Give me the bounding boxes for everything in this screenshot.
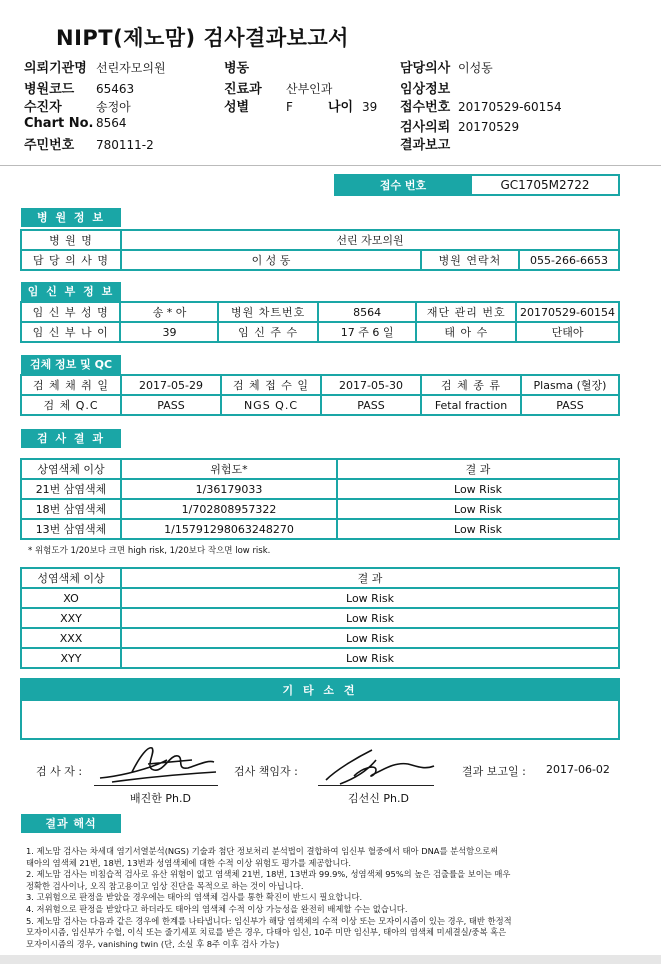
autosome-result: Low Risk xyxy=(337,519,619,539)
hospital-code-value: 65463 xyxy=(96,82,135,96)
id-value: 780111-2 xyxy=(96,138,154,152)
chart-label: Chart No. xyxy=(24,116,94,131)
manager-name: 김선신 Ph.D xyxy=(348,792,409,805)
sex-chrom-name: XXX xyxy=(21,628,121,648)
chart-row xyxy=(24,116,127,131)
tester-sign-line xyxy=(94,785,218,786)
sex-chrom-name: XO xyxy=(21,588,121,608)
hospital-contact-label: 병원 연락처 xyxy=(421,250,519,270)
receive-date-label: 검 체 접 수 일 xyxy=(221,375,321,395)
table-row xyxy=(21,648,619,668)
sex-value: F xyxy=(286,100,293,114)
sex-label: 성별 xyxy=(224,100,250,115)
table-row xyxy=(21,628,619,648)
table-row xyxy=(21,499,619,519)
doctor-label: 담당의사 xyxy=(400,61,451,76)
sex-chrom-result: Low Risk xyxy=(121,608,619,628)
autosome-risk: 1/702808957322 xyxy=(121,499,337,519)
pregnant-age-label: 임 신 부 나 이 xyxy=(21,322,120,342)
sex-chrom-name: XYY xyxy=(21,648,121,668)
sex-chrom-result: Low Risk xyxy=(121,648,619,668)
table-row xyxy=(21,588,619,608)
autosome-result: Low Risk xyxy=(337,499,619,519)
age-label: 나이 xyxy=(328,100,354,115)
specimen-type-value: Plasma (혈장) xyxy=(521,375,619,395)
manager-label: 검사 책임자 : xyxy=(234,765,298,778)
table-row xyxy=(21,519,619,539)
interpretation-line: 정확한 검사이나, 오직 참고용이고 임상 진단을 목적으로 하는 것이 아닙니다. xyxy=(26,880,304,891)
hospital-info-table xyxy=(20,229,620,271)
age-value: 39 xyxy=(362,100,378,114)
autosome-name: 21번 삼염색체 xyxy=(21,479,121,499)
receive-date-value: 2017-05-30 xyxy=(321,375,421,395)
interpretation-line: 3. 고위험으로 판정을 받았을 경우에는 태아의 염색체 검사를 통한 확진이 반드시 필요합니다. xyxy=(26,892,363,903)
institution-value: 선린자모의원 xyxy=(96,61,166,75)
autosome-name: 13번 삼염색체 xyxy=(21,519,121,539)
chart-value: 8564 xyxy=(96,116,127,130)
page-title: NIPT(제노맘) 검사결과보고서 xyxy=(56,26,349,50)
interpretation-line: 태아의 염색체 21번, 18번, 13번과 성염색체에 대한 수적 이상 위험도 평가를 제공합니다. xyxy=(26,857,352,868)
receipt-row xyxy=(400,96,562,115)
chart-no-value: 8564 xyxy=(318,302,417,322)
receipt-label: 접수번호 xyxy=(400,100,451,115)
autosome-col-header: 상염색체 이상 xyxy=(21,459,121,479)
report-date-value: 2017-06-02 xyxy=(546,763,610,776)
ngs-qc-label: NGS Q.C xyxy=(221,395,321,415)
interpretation-line: 4. 저위험으로 판정을 받았다고 하더라도 태아의 염색체 수적 이상 가능성을 완전히 배제할 수는 없습니다. xyxy=(26,903,408,914)
request-label: 검사의뢰 xyxy=(400,120,451,135)
report-row xyxy=(400,134,458,153)
chart-no-label: 병원 차트번호 xyxy=(218,302,317,322)
receipt-value: 20170529-60154 xyxy=(458,100,562,114)
tester-label: 검 사 자 : xyxy=(36,765,83,778)
fetus-count-value: 단태아 xyxy=(516,322,619,342)
dept-value: 산부인과 xyxy=(286,82,333,96)
request-value: 20170529 xyxy=(458,120,520,134)
collect-date-value: 2017-05-29 xyxy=(121,375,221,395)
clinical-label: 임상정보 xyxy=(400,82,451,97)
pregnant-info-table xyxy=(20,301,620,343)
specimen-info-table xyxy=(20,374,620,416)
sex-chromosome-table xyxy=(20,567,620,669)
fetus-count-label: 태 아 수 xyxy=(416,322,516,342)
results-section: 검 사 결 과 xyxy=(21,429,121,448)
specimen-info-section: 검체 정보 및 QC xyxy=(21,355,121,374)
ngs-qc-value: PASS xyxy=(321,395,421,415)
risk-col-header: 위험도* xyxy=(121,459,337,479)
sex-chrom-result-header: 결 과 xyxy=(121,568,619,588)
sex-chrom-result: Low Risk xyxy=(121,588,619,608)
interpretation-line: 모자이시즘의 경우, vanishing twin (단, 소실 후 8주 이후 검사 가능) xyxy=(26,938,280,949)
interpretation-text xyxy=(26,846,646,950)
risk-footnote: * 위험도가 1/20보다 크면 high risk, 1/20보다 작으면 low risk. xyxy=(28,546,271,556)
pregnant-age-value: 39 xyxy=(120,322,218,342)
sex-age-row xyxy=(224,96,377,115)
weeks-value: 17 주 6 일 xyxy=(318,322,417,342)
reception-table xyxy=(334,174,620,196)
fetal-fraction-label: Fetal fraction xyxy=(421,395,521,415)
autosome-name: 18번 삼염색체 xyxy=(21,499,121,519)
institution-row xyxy=(24,57,166,76)
sex-chrom-name: XXY xyxy=(21,608,121,628)
hospital-name-label: 병 원 명 xyxy=(21,230,121,250)
fetal-fraction-value: PASS xyxy=(521,395,619,415)
tester-name: 배진한 Ph.D xyxy=(130,792,191,805)
specimen-qc-value: PASS xyxy=(121,395,221,415)
autosome-risk: 1/36179033 xyxy=(121,479,337,499)
interpretation-line: 1. 제노맘 검사는 차세대 염기서열분석(NGS) 기술과 첨단 정보처리 분석법이 결합하여 임신부 혈중에서 태아 DNA를 분석함으로써 xyxy=(26,846,499,856)
tester-signature xyxy=(92,738,222,788)
hospital-contact-value: 055-266-6653 xyxy=(519,250,619,270)
doctor-name-value: 이 성 동 xyxy=(121,250,421,270)
page-bottom-strip xyxy=(0,955,661,964)
manager-signature xyxy=(316,740,440,788)
hospital-name-value: 선린 자모의원 xyxy=(121,230,619,250)
other-remarks-title: 기 타 소 견 xyxy=(22,680,618,701)
collect-date-label: 검 체 채 취 일 xyxy=(21,375,121,395)
interpretation-line: 5. 제노맘 검사는 다음과 같은 경우에 한계를 나타냅니다: 임신부가 해당 염색체의 수적 이상 또는 모자이시즘이 있는 경우, 태반 한정적 xyxy=(26,915,512,926)
interpretation-line: 모자이시즘, 임신부가 수혈, 이식 또는 줄기세포 치료를 받은 경우, 다태아 임신, 10주 미만 임신부, 태아의 염색체 미세결실/중복 혹은 xyxy=(26,927,507,938)
doctor-name-label: 담 당 의 사 명 xyxy=(21,250,121,270)
interpretation-line: 2. 제노맘 검사는 비침습적 검사로 유산 위험이 없고 염색체 21번, 18번, 13번과 99.9%, 성염색체 95%의 높은 검출률을 보이는 매우 xyxy=(26,869,511,880)
report-date-label: 결과 보고일 : xyxy=(462,765,526,778)
other-remarks-box xyxy=(20,678,620,740)
patient-label: 수진자 xyxy=(24,100,62,115)
dept-row xyxy=(224,78,332,97)
sex-chrom-col-header: 성염색체 이상 xyxy=(21,568,121,588)
report-header xyxy=(0,0,661,166)
hospital-code-label: 병원코드 xyxy=(24,82,75,97)
pregnant-name-label: 임 신 부 성 명 xyxy=(21,302,120,322)
doctor-value: 이성동 xyxy=(458,61,493,75)
request-row xyxy=(400,116,519,135)
ward-row xyxy=(224,57,286,76)
patient-row xyxy=(24,96,131,115)
mgmt-no-label: 재단 관리 번호 xyxy=(416,302,516,322)
weeks-label: 임 신 주 수 xyxy=(218,322,317,342)
mgmt-no-value: 20170529-60154 xyxy=(516,302,619,322)
id-label: 주민번호 xyxy=(24,138,75,153)
autosome-results-table xyxy=(20,458,620,540)
interpretation-section: 결과 해석 xyxy=(21,814,121,833)
table-row xyxy=(21,608,619,628)
institution-label: 의뢰기관명 xyxy=(24,61,87,76)
autosome-result: Low Risk xyxy=(337,479,619,499)
dept-label: 진료과 xyxy=(224,82,262,97)
report-label: 결과보고 xyxy=(400,138,451,153)
hospital-info-section: 병 원 정 보 xyxy=(21,208,121,227)
id-row xyxy=(24,134,154,153)
table-row xyxy=(21,479,619,499)
patient-value: 송정아 xyxy=(96,100,131,114)
specimen-qc-label: 검 체 Q.C xyxy=(21,395,121,415)
pregnant-info-section: 임 신 부 정 보 xyxy=(21,282,121,301)
pregnant-name-value: 송 * 아 xyxy=(120,302,218,322)
manager-sign-line xyxy=(318,785,434,786)
specimen-type-label: 검 체 종 류 xyxy=(421,375,521,395)
clinical-row xyxy=(400,78,458,97)
autosome-risk: 1/15791298063248270 xyxy=(121,519,337,539)
result-col-header: 결 과 xyxy=(337,459,619,479)
doctor-row xyxy=(400,57,493,76)
reception-value: GC1705M2722 xyxy=(471,175,619,195)
reception-label: 접수 번호 xyxy=(335,175,471,195)
sex-chrom-result: Low Risk xyxy=(121,628,619,648)
ward-label: 병동 xyxy=(224,61,250,76)
hospital-code-row xyxy=(24,78,134,97)
